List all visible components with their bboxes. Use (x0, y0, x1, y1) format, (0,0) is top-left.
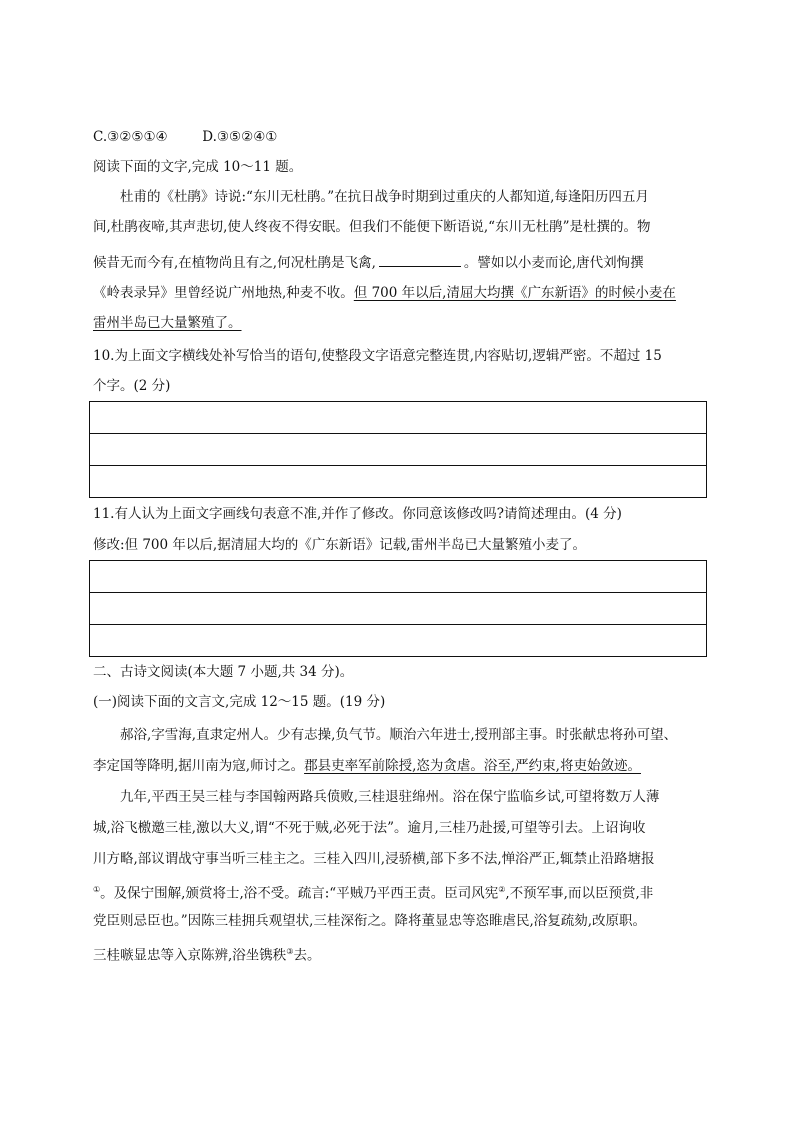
classical-line-3: 九年,平西王吴三桂与李国翰两路兵偾败,三桂退驻绵州。浴在保宁监临乡试,可望将数万人薄 (120, 789, 660, 805)
classical-line-2 (93, 756, 641, 776)
classical-line-8-a: 三桂嗾显忠等入京陈辨,浴坐镌秩 (93, 947, 287, 964)
classical-line-2-a: 李定国等降明,据川南为寇,师讨之。 (93, 758, 305, 774)
q10-line-2: 个字。(2 分) (93, 378, 171, 394)
passage-line-4-a: 《岭表录异》里曾经说广州地热,种麦不收。 (93, 285, 354, 301)
footnote-marker: ① (93, 885, 101, 894)
underlined-sentence-part2: 雷州半岛已大量繁殖了。 (93, 315, 242, 331)
classical-line-7: 党臣则忌臣也。”因陈三桂拥兵观望状,三桂深衔之。降将董显忠等恣睢虐民,浴复疏劾,改原职。 (93, 913, 647, 929)
option-c: C.③②⑤①④ (93, 129, 168, 145)
section-2-subtitle: (一)阅读下面的文言文,完成 12～15 题。(19 分) (93, 694, 386, 710)
section-2-title: 二、古诗文阅读(本大题 7 小题,共 34 分)。 (93, 664, 354, 680)
answer-line[interactable] (90, 561, 706, 593)
fill-blank (379, 252, 461, 267)
q11-line-2: 修改:但 700 年以后,据清屈大均的《广东新语》记载,雷州半岛已大量繁殖小麦了。 (93, 537, 586, 553)
classical-line-6-b: ,不预军事,而以臣预赏,非 (505, 885, 654, 902)
classical-underlined-sentence: 郡县吏率军前除授,恣为贪虐。浴至,严约束,将吏始敛迹。 (304, 758, 641, 774)
passage-line-2: 间,杜鹃夜啼,其声悲切,使人终夜不得安眠。但我们不能便下断语说,“东川无杜鹃”是杜撰的。物 (93, 219, 651, 235)
q11-answer-box[interactable] (89, 560, 707, 657)
classical-line-6 (93, 880, 653, 904)
underlined-sentence-part1: 但 700 年以后,清屈大均撰《广东新语》的时候小麦在 (353, 285, 676, 301)
answer-line[interactable] (90, 625, 706, 656)
option-d: D.③⑤②④① (202, 129, 278, 145)
q10-line-1: 10.为上面文字横线处补写恰当的语句,使整段文字语意完整连贯,内容贴切,逻辑严密。不超过 15 (93, 348, 662, 364)
passage-line-3-a: 候昔无而今有,在植物尚且有之,何况杜鹃是飞禽, (93, 255, 376, 271)
footnote-marker: ③ (286, 947, 294, 956)
passage-line-1: 杜甫的《杜鹃》诗说:“东川无杜鹃。”在抗日战争时期到过重庆的人都知道,每逢阳历四五月 (120, 189, 649, 205)
answer-line[interactable] (90, 466, 706, 497)
q10-answer-box[interactable] (89, 401, 707, 498)
classical-line-6-a: 。及保宁围解,颁赏将士,浴不受。疏言:“平贼乃平西王责。臣司风宪 (100, 885, 499, 902)
classical-line-5: 川方略,部议谓战守事当听三桂主之。三桂入四川,浸骄横,部下多不法,惮浴严正,辄禁止沿路塘报 (93, 851, 655, 867)
reading-instruction: 阅读下面的文字,完成 10～11 题。 (93, 159, 303, 175)
answer-line[interactable] (90, 402, 706, 434)
answer-line[interactable] (90, 593, 706, 625)
answer-options (93, 127, 277, 147)
classical-line-1: 郝浴,字雪海,直隶定州人。少有志操,负气节。顺治六年进士,授刑部主事。时张献忠将孙可望、 (120, 727, 678, 743)
passage-line-3 (93, 252, 644, 273)
classical-line-8-b: 去。 (293, 947, 321, 964)
passage-line-4 (93, 283, 676, 303)
passage-line-5 (93, 313, 264, 333)
classical-line-4: 城,浴飞檄邀三桂,激以大义,谓“不死于贼,必死于法”。逾月,三桂乃赴援,可望等引去。上诏询收 (93, 820, 646, 836)
answer-line[interactable] (90, 434, 706, 466)
q11-line-1: 11.有人认为上面文字画线句表意不准,并作了修改。你同意该修改吗?请简述理由。(4 分) (93, 506, 622, 522)
passage-line-3-b: 。譬如以小麦而论,唐代刘恂撰 (463, 255, 644, 271)
footnote-marker: ② (498, 885, 506, 894)
classical-line-8 (93, 942, 320, 966)
